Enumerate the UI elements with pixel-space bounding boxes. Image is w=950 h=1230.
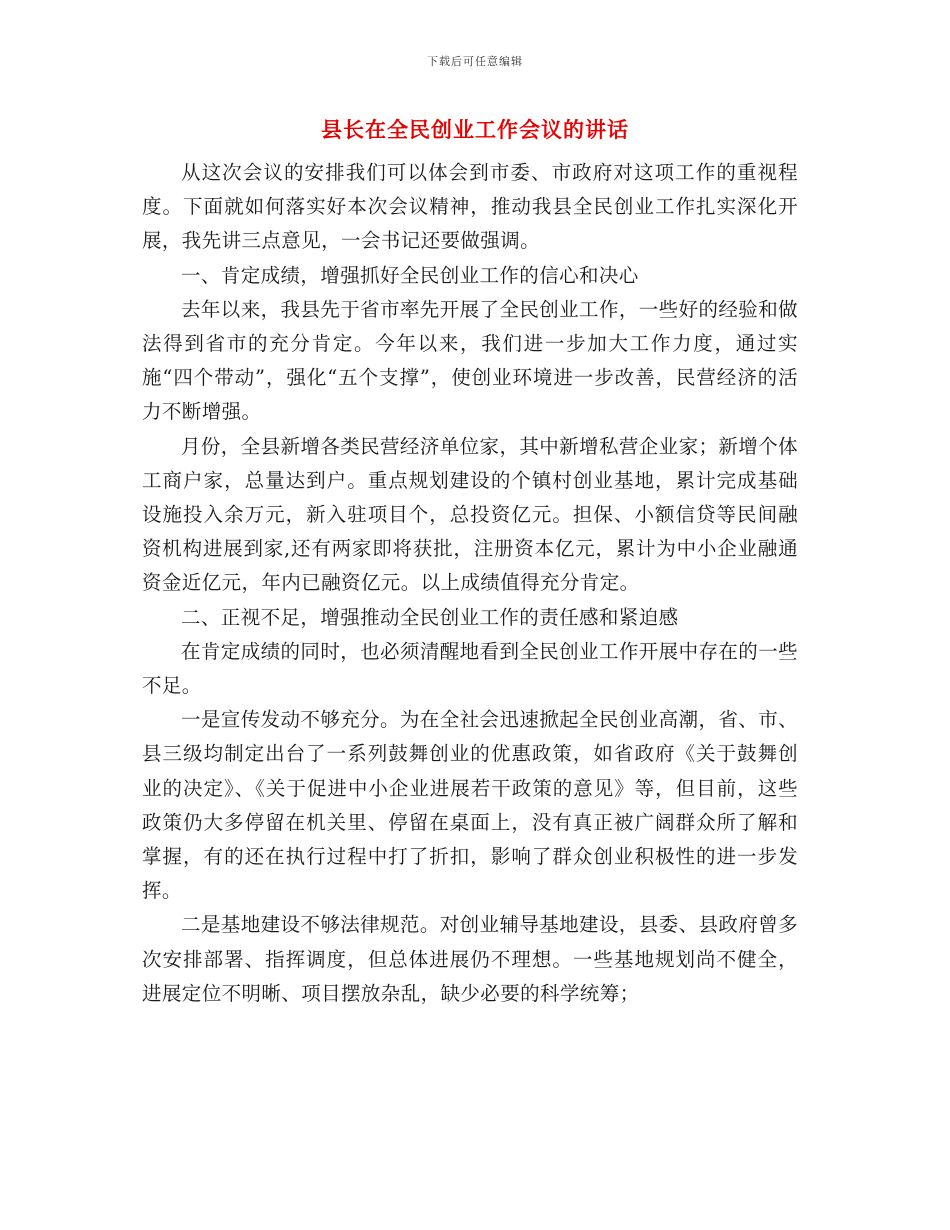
- paragraph: 去年以来，我县先于省市率先开展了全民创业工作，一些好的经验和做法得到省市的充分肯定。今年以来，我们进一步加大工作力度，通过实施“四个带动”，强化“五个支撑”，使创业环境进一步改善，民营经济的活力不断增强。: [142, 297, 798, 424]
- paragraph: 月份，全县新增各类民营经济单位家，其中新增私营企业家；新增个体工商户家，总量达到户。重点规划建设的个镇村创业基地，累计完成基础设施投入余万元，新入驻项目个，总投资亿元。担保、小额信贷等民间融资机构进展到家,还有两家即将获批，注册资本亿元，累计为中小企业融通资金近亿元，年内已融资亿元。以上成绩值得充分肯定。: [142, 434, 798, 595]
- section-heading-2: 二、正视不足，增强推动全民创业工作的责任感和紧迫感: [181, 605, 679, 629]
- document-body: [142, 156, 798, 1011]
- paragraph: 一是宣传发动不够充分。为在全社会迅速掀起全民创业高潮，省、市、县三级均制定出台了一系列鼓舞创业的优惠政策，如省政府《关于鼓舞创业的决定》、《关于促进中小企业进展若干政策的意见》等，但目前，这些政策仍大多停留在机关里、停留在桌面上，没有真正被广阔群众所了解和掌握，有的还在执行过程中打了折扣，影响了群众创业积极性的进一步发挥。: [142, 708, 798, 903]
- paragraph: 在肯定成绩的同时，也必须清醒地看到全民创业工作开展中存在的一些不足。: [142, 639, 798, 698]
- paragraph-intro: 从这次会议的安排我们可以体会到市委、市政府对这项工作的重视程度。下面就如何落实好本次会议精神，推动我县全民创业工作扎实深化开展，我先讲三点意见，一会书记还要做强调。: [142, 161, 798, 253]
- paragraph: 二是基地建设不够法律规范。对创业辅导基地建设，县委、县政府曾多次安排部署、指挥调度，但总体进展仍不理想。一些基地规划尚不健全，进展定位不明晰、项目摆放杂乱，缺少必要的科学统筹；: [142, 913, 798, 1005]
- section-heading-1: 一、肯定成绩，增强抓好全民创业工作的信心和决心: [181, 263, 639, 287]
- header-note: 下载后可任意编辑: [427, 55, 523, 68]
- document-title: 县长在全民创业工作会议的讲话: [321, 117, 629, 142]
